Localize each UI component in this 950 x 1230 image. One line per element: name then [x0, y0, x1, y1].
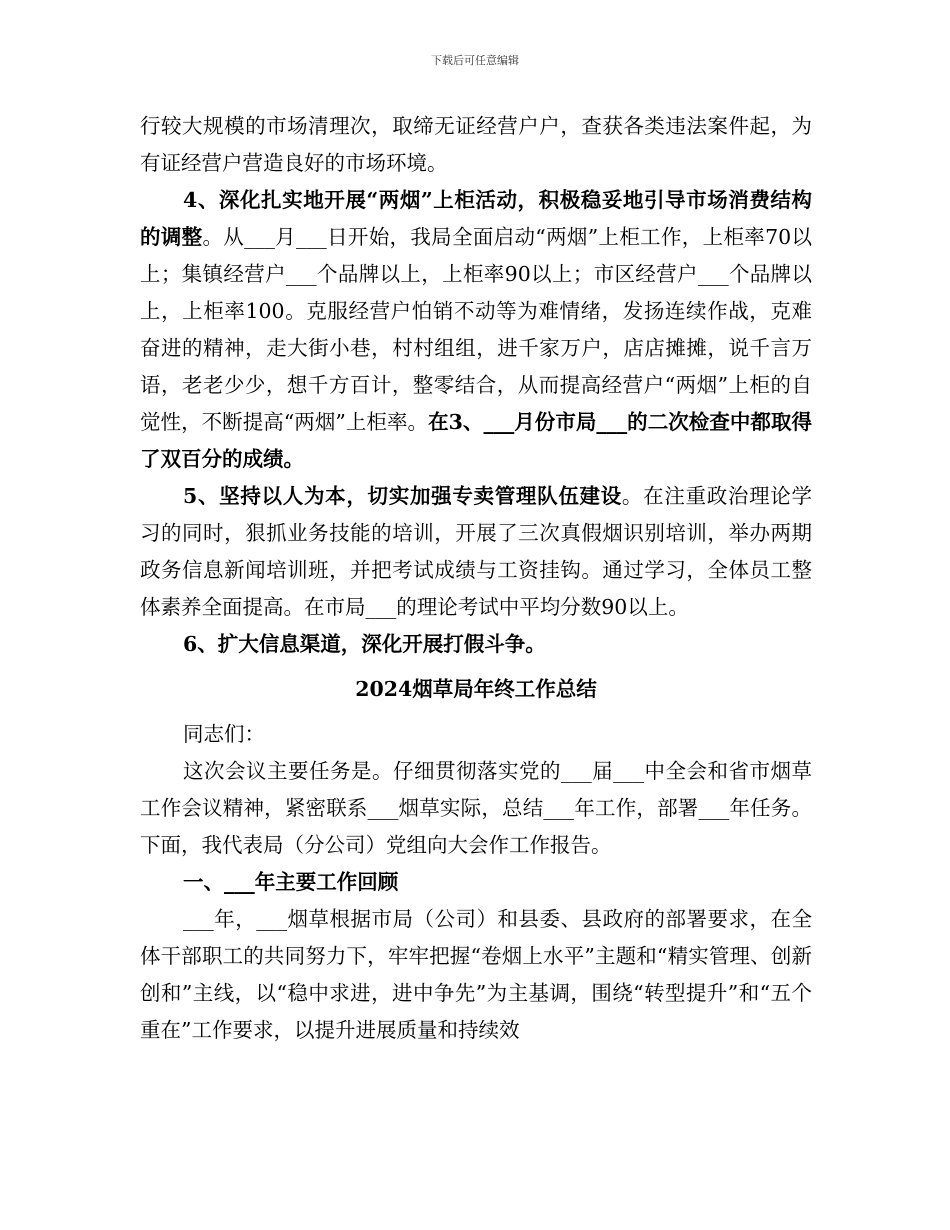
- item-5-heading: 5、坚持以人为本，切实加强专卖管理队伍建设: [183, 484, 622, 508]
- document-body: [140, 108, 812, 1049]
- page-header: 下载后可任意编辑: [431, 54, 519, 67]
- item-5-body: 。在注重政治理论学习的同时，狠抓业务技能的培训，开展了三次真假烟识别培训，举办两期政务信息新闻培训班，并把考试成绩与工资挂钩。通过学习，全体员工整体素养全面提高。在市局___的理论考试中平均分数90以上。: [140, 484, 813, 619]
- paragraph-annual-review: ___年，___烟草根据市局（公司）和县委、县政府的部署要求，在全体干部职工的共同努力下，牢牢把握“卷烟上水平”主题和“精实管理、创新创和”主线，以“稳中求进，进中争先”为主基调，围绕“转型提升”和“五个重在”工作要求，以提升进展质量和持续效: [140, 907, 812, 1042]
- paragraph-item-4: [140, 182, 812, 478]
- paragraph-item-5: [140, 478, 812, 626]
- item-4-body: 。从___月___日开始，我局全面启动“两烟”上柜工作，上柜率70以上；集镇经营户___个品牌以上，上柜率90以上；市区经营户___个品牌以上，上柜率100。克服经营户怕销不动等为难情绪，发扬连续作战，克难奋进的精神，走大街小巷，村村组组，进千家万户，店店摊摊，说千言万语，老老少少，想千方百计，整零结合，从而提高经营户“两烟”上柜的自觉性，不断提高“两烟”上柜率。: [140, 225, 813, 434]
- item-4-result: 在3、___月份市局___的二次检查中都取得了双百分的成绩。: [140, 410, 812, 471]
- salutation: 同志们：: [183, 722, 265, 746]
- paragraph-meeting-task: 这次会议主要任务是。仔细贯彻落实党的___届___中全会和省市烟草工作会议精神，紧密联系___烟草实际，总结___年工作，部署___年任务。下面，我代表局（分公司）党组向大会作工作报告。: [140, 759, 812, 857]
- section-heading-review: 一、___年主要工作回顾: [183, 870, 399, 894]
- paragraph-market-cleanup: 行较大规模的市场清理次，取缔无证经营户户，查获各类违法案件起，为有证经营户营造良好的市场环境。: [140, 114, 812, 175]
- paragraph-item-6: 6、扩大信息渠道，深化开展打假斗争。: [183, 632, 546, 656]
- document-title: 2024烟草局年终工作总结: [355, 677, 597, 701]
- item-4-heading: 4、深化扎实地开展“两烟”上柜活动，积极稳妥地引导市场消费结构的调整: [140, 188, 812, 249]
